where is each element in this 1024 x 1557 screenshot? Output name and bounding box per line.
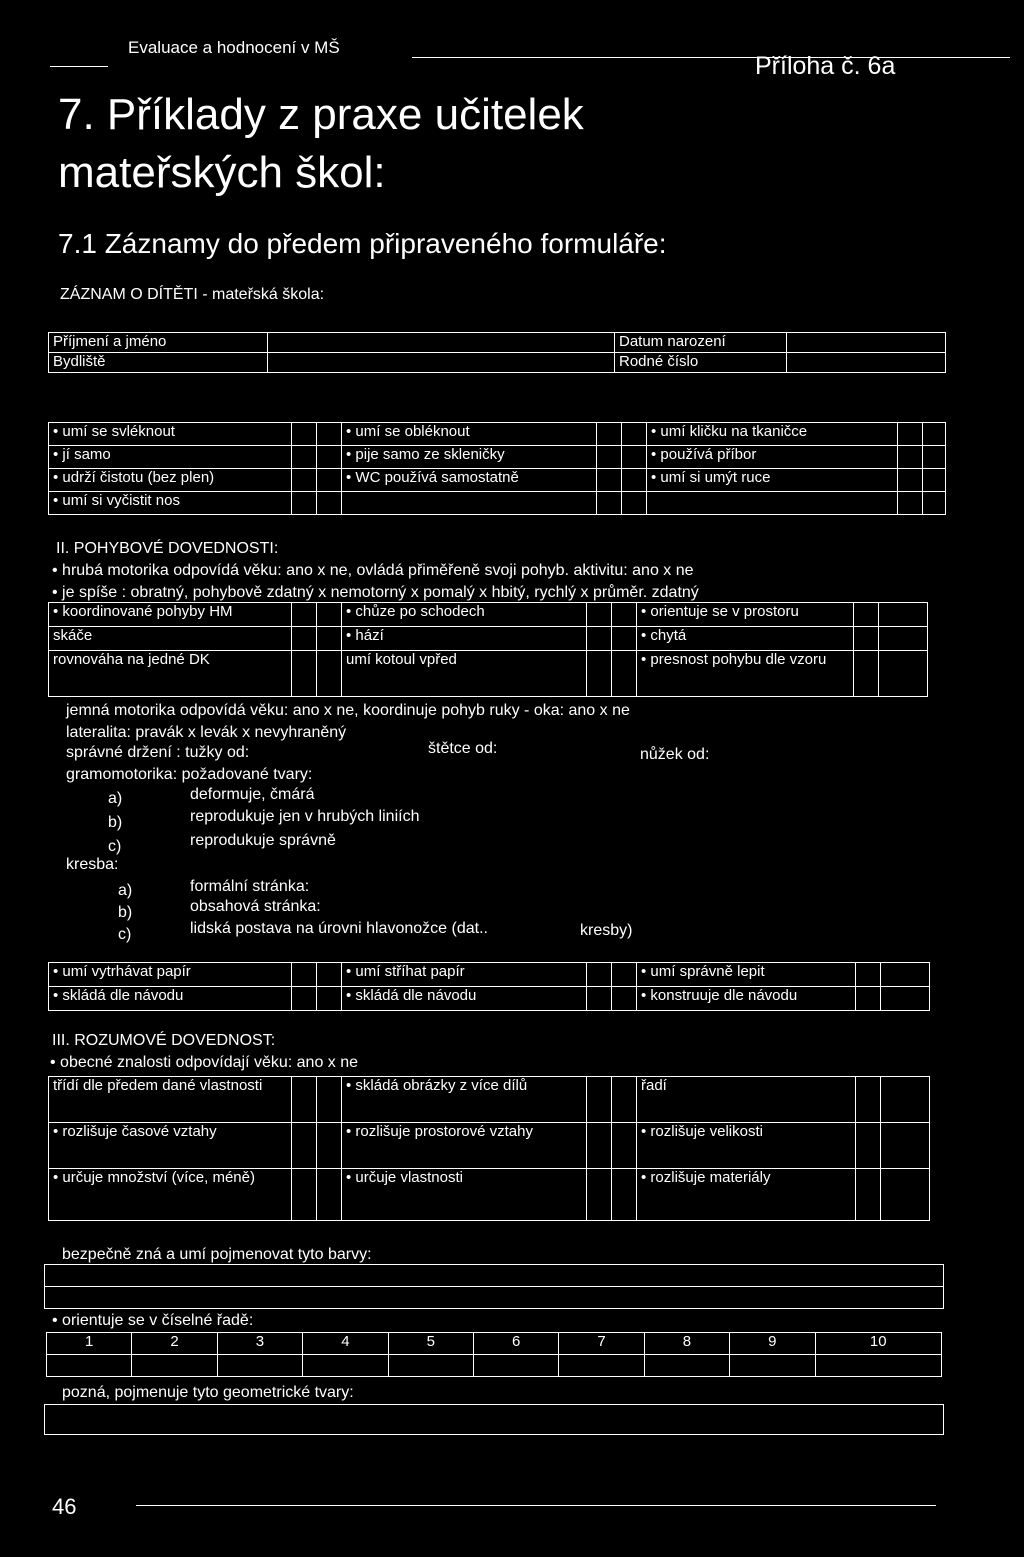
check-box[interactable] [923,423,946,446]
check-box[interactable] [597,446,622,469]
number-cell[interactable]: 4 [303,1333,388,1355]
check-box[interactable] [854,651,879,697]
cognitive-item: • rozlišuje prostorové vztahy [342,1123,587,1169]
scissors-label: nůžek od: [640,746,710,763]
self-care-item [647,492,898,515]
drawing-text: obsahová stránka: [190,898,321,915]
check-box[interactable] [292,627,317,651]
drawing-text: lidská postava na úrovni hlavonožce (dat.. [190,920,488,937]
check-box[interactable] [898,492,923,515]
check-box[interactable] [881,1169,930,1221]
id-label: Rodné číslo [615,353,787,373]
craft-item: • umí správně lepit [637,963,856,987]
check-box[interactable] [612,1077,637,1123]
craft-item: • umí vytrhávat papír [49,963,292,987]
motor-item: umí kotoul vpřed [342,651,587,697]
number-cell[interactable]: 3 [217,1333,302,1355]
birth-field[interactable] [787,333,946,353]
check-box[interactable] [292,1123,317,1169]
number-answer[interactable] [644,1355,729,1377]
check-box[interactable] [317,651,342,697]
crafts-table [48,962,930,1011]
header-section: Evaluace a hodnocení v MŠ [128,38,340,57]
drawing-text: formální stránka: [190,878,310,895]
check-box[interactable] [898,446,923,469]
grapho-letter: a) [108,790,123,807]
check-box[interactable] [856,987,881,1011]
motor-item: • orientuje se v prostoru [637,603,854,627]
page-number: 46 [52,1494,77,1519]
number-cell[interactable]: 1 [47,1333,132,1355]
check-box[interactable] [587,651,612,697]
drawing-letter: a) [118,882,133,899]
cognitive-item: • určuje vlastnosti [342,1169,587,1221]
number-answer[interactable] [303,1355,388,1377]
self-care-item: • umí si umýt ruce [647,469,898,492]
cognitive-item: třídí dle předem dané vlastnosti [49,1077,292,1123]
check-box[interactable] [622,423,647,446]
check-box[interactable] [292,423,317,446]
check-box[interactable] [317,963,342,987]
check-box[interactable] [879,651,928,697]
self-care-item: • jí samo [49,446,292,469]
colors-table [44,1264,944,1309]
cognitive-item: • rozlišuje časové vztahy [49,1123,292,1169]
craft-item: • skládá dle návodu [342,987,587,1011]
check-box[interactable] [612,651,637,697]
check-box[interactable] [597,492,622,515]
number-cell[interactable]: 8 [644,1333,729,1355]
shapes-label: pozná, pojmenuje tyto geometrické tvary: [62,1384,354,1401]
check-box[interactable] [292,446,317,469]
number-answer[interactable] [559,1355,644,1377]
check-box[interactable] [597,423,622,446]
numbers-label: • orientuje se v číselné řadě: [52,1312,254,1329]
craft-item: • skládá dle návodu [49,987,292,1011]
page-title-line2: mateřských škol: [58,148,386,197]
motor-item: • hází [342,627,587,651]
check-box[interactable] [317,1077,342,1123]
number-answer[interactable] [47,1355,132,1377]
check-box[interactable] [612,987,637,1011]
check-box[interactable] [612,963,637,987]
check-box[interactable] [317,1169,342,1221]
birth-label: Datum narození [615,333,787,353]
fine-motor-line: jemná motorika odpovídá věku: ano x ne, koordinuje pohyb ruky - oka: ano x ne [66,702,630,719]
cognitive-item: řadí [637,1077,856,1123]
cognitive-item: • skládá obrázky z více dílů [342,1077,587,1123]
check-box[interactable] [879,627,928,651]
footer-rule [136,1505,936,1506]
motor-gross-line: • hrubá motorika odpovídá věku: ano x ne, ovládá přiměřeně svoji pohyb. aktivitu: ano x ne [52,562,694,579]
name-label: Příjmení a jméno [49,333,268,353]
check-box[interactable] [587,1169,612,1221]
record-title: ZÁZNAM O DÍTĚTI - mateřská škola: [60,286,325,303]
check-box[interactable] [292,963,317,987]
check-box[interactable] [622,469,647,492]
cognitive-item: • rozlišuje materiály [637,1169,856,1221]
cognitive-item: • určuje množství (více, méně) [49,1169,292,1221]
check-box[interactable] [856,1077,881,1123]
check-box[interactable] [881,963,930,987]
motor-item: skáče [49,627,292,651]
motor-item: • chytá [637,627,854,651]
drawing-extra: kresby) [580,922,633,939]
id-field[interactable] [787,353,946,373]
check-box[interactable] [881,1077,930,1123]
check-box[interactable] [587,987,612,1011]
self-care-item: • umí se obléknout [342,423,597,446]
cognitive-item: • rozlišuje velikosti [637,1123,856,1169]
self-care-item: • používá příbor [647,446,898,469]
check-box[interactable] [622,446,647,469]
check-box[interactable] [292,651,317,697]
craft-item: • konstruuje dle návodu [637,987,856,1011]
number-answer[interactable] [730,1355,815,1377]
check-box[interactable] [856,963,881,987]
check-box[interactable] [881,1123,930,1169]
check-box[interactable] [317,469,342,492]
check-box[interactable] [612,1169,637,1221]
colors-label: bezpečně zná a umí pojmenovat tyto barvy: [62,1246,372,1263]
grapho-letter: b) [108,814,123,831]
residence-field[interactable] [268,353,615,373]
check-box[interactable] [317,1123,342,1169]
residence-label: Bydliště [49,353,268,373]
motor-type-line: • je spíše : obratný, pohybově zdatný x nemotorný x pomalý x hbitý, rychlý x průměr. zdatný [52,584,699,601]
check-box[interactable] [612,1123,637,1169]
self-care-item: • umí kličku na tkaničce [647,423,898,446]
header-rule-left [50,66,108,67]
self-care-item: • umí si vyčistit nos [49,492,292,515]
self-care-item: • umí se svléknout [49,423,292,446]
check-box[interactable] [856,1123,881,1169]
check-box[interactable] [317,423,342,446]
number-line-table [46,1332,942,1377]
number-cell[interactable]: 5 [388,1333,473,1355]
number-answer[interactable] [217,1355,302,1377]
check-box[interactable] [856,1169,881,1221]
color-field[interactable] [45,1287,944,1309]
check-box[interactable] [317,987,342,1011]
number-cell[interactable]: 10 [815,1333,941,1355]
motor-item: • koordinované pohyby HM [49,603,292,627]
section-subtitle: 7.1 Záznamy do předem připraveného formuláře: [58,228,667,259]
check-box[interactable] [587,1123,612,1169]
check-box[interactable] [587,1077,612,1123]
grapho-text: reprodukuje správně [190,832,336,849]
drawing-letter: c) [118,926,132,943]
shapes-table [44,1404,944,1435]
check-box[interactable] [923,469,946,492]
self-care-item: • pije samo ze skleničky [342,446,597,469]
grapho-text: deformuje, čmárá [190,786,315,803]
check-box[interactable] [292,1169,317,1221]
check-box[interactable] [612,603,637,627]
check-box[interactable] [292,469,317,492]
check-box[interactable] [292,603,317,627]
check-box[interactable] [879,603,928,627]
number-cell[interactable]: 2 [132,1333,217,1355]
number-answer[interactable] [132,1355,217,1377]
grapho-text: reprodukuje jen v hrubých liniích [190,808,420,825]
number-cell[interactable]: 9 [730,1333,815,1355]
appendix-label: Příloha č. 6a [755,52,896,80]
laterality-line: lateralita: pravák x levák x nevyhraněný [66,724,347,741]
shapes-field[interactable] [45,1405,944,1435]
check-box[interactable] [881,987,930,1011]
check-box[interactable] [923,492,946,515]
number-cell[interactable]: 7 [559,1333,644,1355]
grapho-label: gramomotorika: požadované tvary: [66,766,313,783]
number-answer[interactable] [388,1355,473,1377]
check-box[interactable] [292,1077,317,1123]
check-box[interactable] [898,469,923,492]
brush-label: štětce od: [428,740,498,757]
check-box[interactable] [923,446,946,469]
number-answer[interactable] [473,1355,558,1377]
self-care-item [342,492,597,515]
check-box[interactable] [317,603,342,627]
check-box[interactable] [612,627,637,651]
cognitive-general: • obecné znalosti odpovídají věku: ano x ne [50,1054,359,1071]
personal-data-table [48,332,946,373]
check-box[interactable] [317,492,342,515]
check-box[interactable] [292,987,317,1011]
grip-label: správné držení : tužky od: [66,744,250,761]
self-care-item: • udrží čistotu (bez plen) [49,469,292,492]
craft-item: • umí stříhat papír [342,963,587,987]
grapho-letter: c) [108,838,122,855]
check-box[interactable] [854,603,879,627]
check-box[interactable] [292,492,317,515]
page-title-line1: 7. Příklady z praxe učitelek [58,90,584,139]
check-box[interactable] [854,627,879,651]
name-field[interactable] [268,333,615,353]
check-box[interactable] [317,446,342,469]
check-box[interactable] [622,492,647,515]
check-box[interactable] [597,469,622,492]
self-care-table [48,422,946,515]
motor-item: • presnost pohybu dle vzoru [637,651,854,697]
check-box[interactable] [587,603,612,627]
motor-item: • chůze po schodech [342,603,587,627]
check-box[interactable] [587,963,612,987]
cognitive-heading: III. ROZUMOVÉ DOVEDNOST: [52,1032,276,1049]
motor-heading: II. POHYBOVÉ DOVEDNOSTI: [56,540,279,557]
number-answer[interactable] [815,1355,941,1377]
check-box[interactable] [898,423,923,446]
motor-item: rovnováha na jedné DK [49,651,292,697]
check-box[interactable] [587,627,612,651]
motor-table [48,602,928,697]
cognitive-table [48,1076,930,1221]
check-box[interactable] [317,627,342,651]
header-rule-right [412,57,1010,58]
self-care-item: • WC používá samostatně [342,469,597,492]
color-field[interactable] [45,1265,944,1287]
drawing-letter: b) [118,904,133,921]
drawing-label: kresba: [66,856,119,873]
number-cell[interactable]: 6 [473,1333,558,1355]
